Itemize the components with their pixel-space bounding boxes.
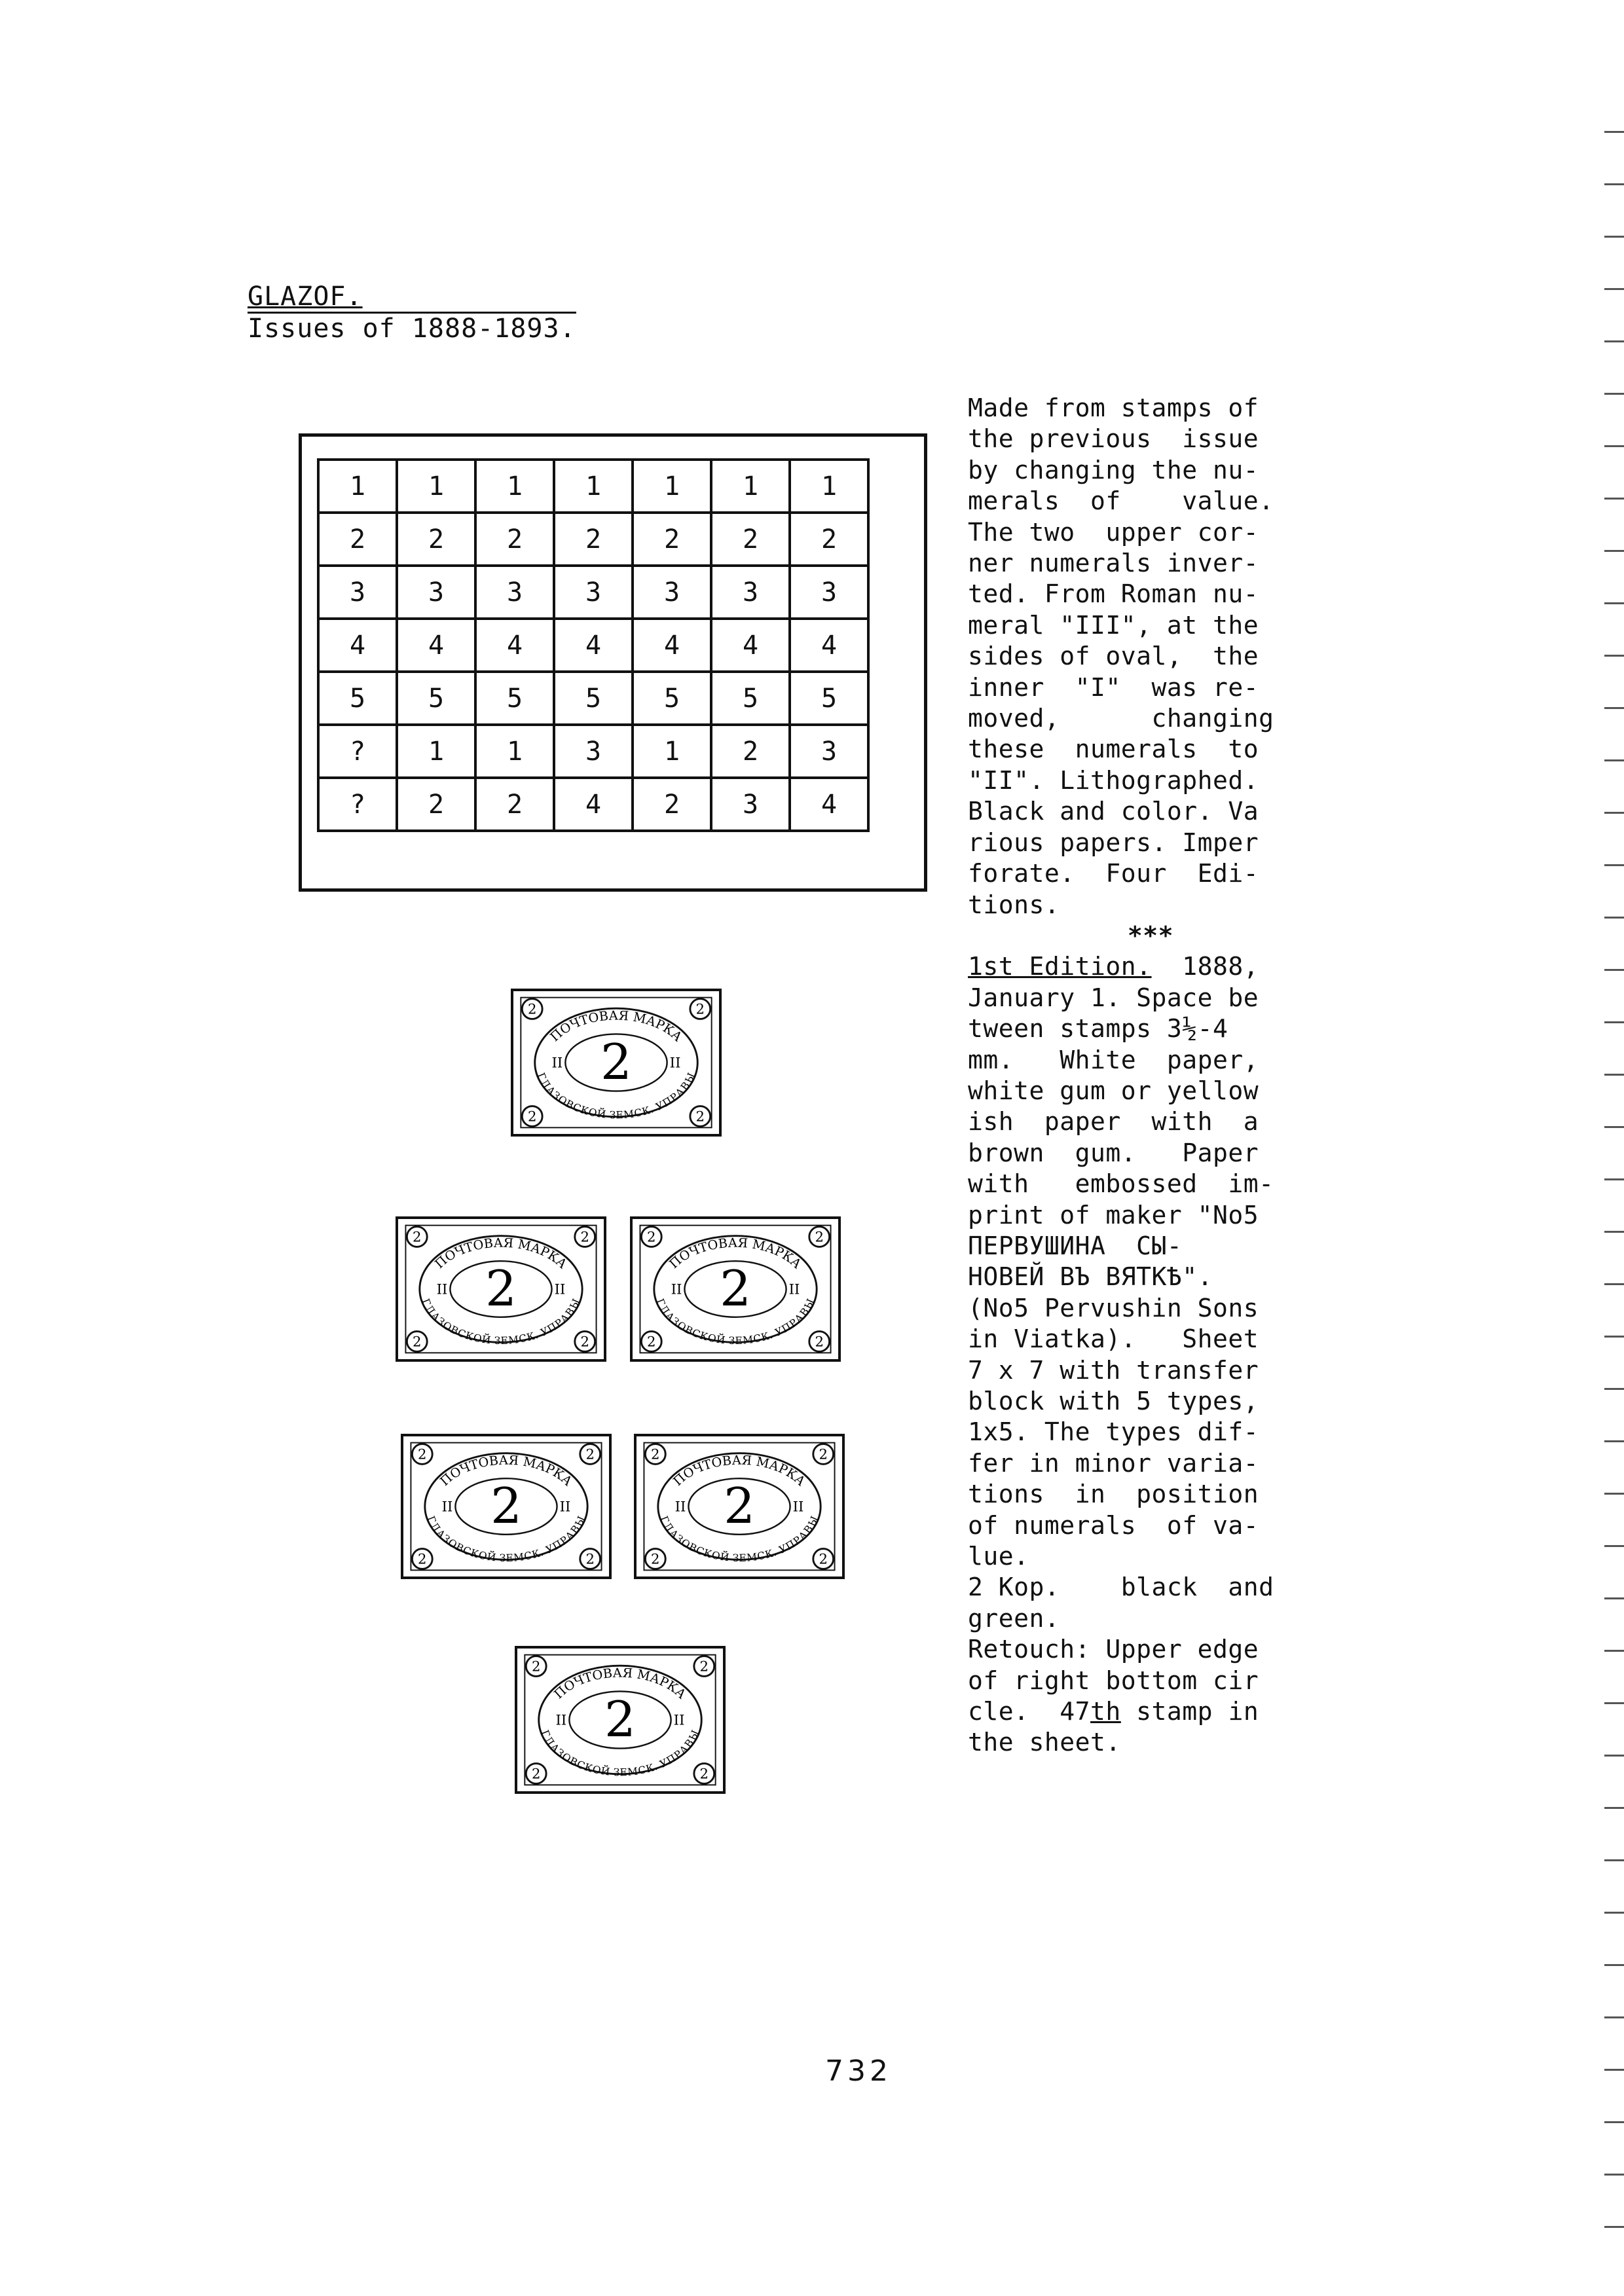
corner-numeral: 2 bbox=[418, 1550, 427, 1567]
grid-cell: 4 bbox=[397, 619, 475, 672]
corner-numeral: 2 bbox=[527, 1001, 537, 1018]
corner-numeral: 2 bbox=[699, 1658, 709, 1675]
side-mark: II bbox=[441, 1498, 453, 1515]
corner-numeral: 2 bbox=[580, 1228, 589, 1245]
grid-row bbox=[318, 778, 868, 831]
stamp-bottom-inscription: ГЛАЗОВСКОЙ ЗЕМСК. УПРАВЫ bbox=[534, 1070, 698, 1121]
grid-cell: 2 bbox=[318, 513, 397, 566]
description-column bbox=[968, 393, 1333, 1758]
edge-tick bbox=[1604, 1545, 1624, 1547]
grid-cell: 3 bbox=[633, 566, 711, 619]
grid-cell: 4 bbox=[554, 778, 633, 831]
grid-cell: 3 bbox=[711, 778, 790, 831]
grid-cell: 5 bbox=[633, 672, 711, 725]
side-mark: II bbox=[436, 1281, 448, 1298]
edge-tick bbox=[1604, 1283, 1624, 1285]
edge-tick bbox=[1604, 2016, 1624, 2018]
edge-tick bbox=[1604, 2121, 1624, 2123]
edge-tick bbox=[1604, 1912, 1624, 1914]
edge-tick bbox=[1604, 131, 1624, 133]
corner-numeral: 2 bbox=[819, 1446, 828, 1463]
stamp-bottom-inscription: ГЛАЗОВСКОЙ ЗЕМСК. УПРАВЫ bbox=[538, 1728, 702, 1779]
stamp-top-inscription: ПОЧТОВАЯ МАРКА bbox=[547, 1008, 686, 1045]
edge-tick bbox=[1604, 236, 1624, 238]
corner-numeral: 2 bbox=[585, 1550, 595, 1567]
grid-cell: 5 bbox=[554, 672, 633, 725]
edge-tick bbox=[1604, 1336, 1624, 1338]
grid-cell: 2 bbox=[790, 513, 868, 566]
stamp-bottom-inscription: ГЛАЗОВСКОЙ ЗЕМСК. УПРАВЫ bbox=[424, 1514, 588, 1565]
stamp-image bbox=[396, 1216, 606, 1362]
text-line: ПЕРВУШИНА СЫ- bbox=[968, 1231, 1183, 1260]
edition-paragraph bbox=[968, 983, 1333, 1728]
grid-cell: 3 bbox=[554, 725, 633, 778]
edge-tick bbox=[1604, 1755, 1624, 1757]
text-line: inner "I" was re- bbox=[968, 672, 1259, 702]
grid-cell: 5 bbox=[318, 672, 397, 725]
grid-cell: 3 bbox=[790, 725, 868, 778]
grid-cell: 4 bbox=[790, 778, 868, 831]
text-line: Black and color. Va bbox=[968, 797, 1259, 826]
grid-cell: 1 bbox=[397, 725, 475, 778]
stamp-image bbox=[634, 1434, 845, 1579]
text-line: "II". Lithographed. bbox=[968, 765, 1259, 795]
grid-cell: 1 bbox=[475, 460, 554, 513]
corner-numeral: 2 bbox=[695, 1001, 705, 1018]
separator-stars: *** bbox=[1127, 920, 1174, 950]
edge-tick bbox=[1604, 1021, 1624, 1023]
grid-cell: 3 bbox=[790, 566, 868, 619]
grid-cell: 5 bbox=[711, 672, 790, 725]
corner-numeral: 2 bbox=[815, 1228, 824, 1245]
grid-cell: 4 bbox=[711, 619, 790, 672]
grid-cell: 2 bbox=[475, 513, 554, 566]
text-line: sides of oval, the bbox=[968, 642, 1259, 671]
grid-cell: 5 bbox=[790, 672, 868, 725]
corner-numeral: 2 bbox=[585, 1446, 595, 1463]
text-line: Retouch: Upper edge bbox=[968, 1635, 1259, 1664]
text-line: НОВЕЙ ВЪ ВЯТКѢ". bbox=[968, 1262, 1213, 1292]
text-line: block with 5 types, bbox=[968, 1387, 1259, 1415]
stamp-value: 2 bbox=[600, 1033, 632, 1091]
stamp-drawing bbox=[637, 1436, 842, 1576]
edge-tick bbox=[1604, 1650, 1624, 1652]
stamp-image bbox=[401, 1434, 612, 1579]
text-line: of right bottom cir bbox=[968, 1666, 1259, 1695]
stamp-drawing bbox=[398, 1219, 604, 1359]
corner-numeral: 2 bbox=[647, 1333, 656, 1350]
corner-numeral: 2 bbox=[418, 1446, 427, 1463]
grid-cell: 5 bbox=[397, 672, 475, 725]
stamp-image bbox=[511, 989, 722, 1137]
edge-tick bbox=[1604, 1702, 1624, 1704]
stamp-value: 2 bbox=[490, 1477, 522, 1535]
corner-numeral: 2 bbox=[531, 1766, 541, 1783]
grid-row bbox=[318, 725, 868, 778]
text-line: moved, changing bbox=[968, 704, 1274, 733]
text-line: Made from stamps of bbox=[968, 393, 1259, 422]
stamp-drawing bbox=[517, 1649, 723, 1791]
edge-tick bbox=[1604, 1126, 1624, 1128]
grid-cell: 3 bbox=[475, 566, 554, 619]
grid-cell: 1 bbox=[475, 725, 554, 778]
corner-numeral: 2 bbox=[647, 1228, 656, 1245]
stamp-top-inscription: ПОЧТОВАЯ МАРКА bbox=[666, 1235, 805, 1272]
edge-tick bbox=[1604, 550, 1624, 552]
edge-tick bbox=[1604, 655, 1624, 657]
grid-cell: 2 bbox=[711, 725, 790, 778]
corner-numeral: 2 bbox=[531, 1658, 541, 1675]
stamp-drawing bbox=[403, 1436, 609, 1576]
text-line: meral "III", at the bbox=[968, 610, 1259, 640]
grid-cell: 4 bbox=[318, 619, 397, 672]
stamp-bottom-inscription: ГЛАЗОВСКОЙ ЗЕМСК. УПРАВЫ bbox=[657, 1514, 821, 1565]
edge-tick bbox=[1604, 812, 1624, 814]
side-mark: II bbox=[559, 1498, 571, 1515]
edge-tick bbox=[1604, 759, 1624, 761]
edge-tick bbox=[1604, 864, 1624, 866]
corner-numeral: 2 bbox=[527, 1108, 537, 1125]
side-mark: II bbox=[674, 1498, 686, 1515]
edge-tick bbox=[1604, 917, 1624, 919]
stamp-in-text: stamp in bbox=[1120, 1697, 1259, 1726]
text-line: mm. White paper, bbox=[968, 1045, 1259, 1074]
edge-tick bbox=[1604, 445, 1624, 447]
text-line: tions in position bbox=[968, 1480, 1259, 1509]
grid-cell: 3 bbox=[554, 566, 633, 619]
corner-numeral: 2 bbox=[815, 1333, 824, 1350]
edge-tick bbox=[1604, 1859, 1624, 1861]
edge-tick bbox=[1604, 183, 1624, 185]
edge-tick bbox=[1604, 969, 1624, 971]
grid-cell: 1 bbox=[397, 460, 475, 513]
text-line: 2 Kop. black and bbox=[968, 1573, 1274, 1602]
text-line: the previous issue bbox=[968, 424, 1259, 454]
side-mark: II bbox=[788, 1281, 800, 1298]
edge-tick bbox=[1604, 1231, 1624, 1233]
grid-cell: 2 bbox=[475, 778, 554, 831]
text-line: tween stamps 3½-4 bbox=[968, 1014, 1228, 1044]
side-mark: II bbox=[671, 1281, 682, 1298]
stamp-bottom-inscription: ГЛАЗОВСКОЙ ЗЕМСК. УПРАВЫ bbox=[419, 1297, 583, 1347]
grid-cell: 2 bbox=[633, 778, 711, 831]
grid-cell: 3 bbox=[711, 566, 790, 619]
edge-tick bbox=[1604, 2226, 1624, 2228]
edge-tick bbox=[1604, 602, 1624, 604]
final-line: the sheet. bbox=[968, 1728, 1121, 1757]
grid-cell: 2 bbox=[633, 513, 711, 566]
subtitle: Issues of 1888-1893. bbox=[248, 312, 576, 344]
text-line: with embossed im- bbox=[968, 1169, 1274, 1199]
text-line: merals of value. bbox=[968, 486, 1274, 516]
grid-cell: 4 bbox=[790, 619, 868, 672]
side-mark: II bbox=[551, 1055, 563, 1072]
grid-cell: 1 bbox=[554, 460, 633, 513]
grid-row bbox=[318, 672, 868, 725]
text-line: these numerals to bbox=[968, 735, 1259, 764]
stamp-bottom-inscription: ГЛАЗОВСКОЙ ЗЕМСК. УПРАВЫ bbox=[654, 1297, 817, 1347]
text-line: 7 x 7 with transfer bbox=[968, 1355, 1259, 1385]
corner-numeral: 2 bbox=[413, 1228, 422, 1245]
stamp-drawing bbox=[633, 1219, 838, 1359]
edition-year: 1888, bbox=[1151, 952, 1259, 981]
edge-tick bbox=[1604, 1388, 1624, 1390]
grid-cell: 4 bbox=[633, 619, 711, 672]
grid-cell: 4 bbox=[475, 619, 554, 672]
stamp-value: 2 bbox=[604, 1690, 636, 1749]
edition-heading-line bbox=[968, 951, 1333, 982]
text-line: print of maker "No5 bbox=[968, 1200, 1259, 1230]
text-line: by changing the nu- bbox=[968, 455, 1259, 484]
text-line: ish paper with a bbox=[968, 1107, 1259, 1137]
stamp-image bbox=[515, 1646, 726, 1794]
edge-tick bbox=[1604, 1440, 1624, 1442]
edge-tick bbox=[1604, 1178, 1624, 1180]
side-mark: II bbox=[554, 1281, 566, 1298]
page-number: 732 bbox=[825, 2054, 892, 2088]
edge-tick bbox=[1604, 288, 1624, 290]
text-line: The two upper cor- bbox=[968, 517, 1259, 547]
side-mark: II bbox=[792, 1498, 804, 1515]
text-line: rious papers. Imper bbox=[968, 828, 1259, 857]
text-line: fer in minor varia- bbox=[968, 1448, 1259, 1478]
edge-tick bbox=[1604, 1807, 1624, 1809]
side-mark: II bbox=[555, 1712, 567, 1729]
grid-cell: ? bbox=[318, 778, 397, 831]
grid-cell: 4 bbox=[554, 619, 633, 672]
text-line: brown gum. Paper bbox=[968, 1138, 1259, 1167]
stamp-value: 2 bbox=[485, 1260, 517, 1318]
stamp-value: 2 bbox=[724, 1477, 755, 1535]
grid-cell: 5 bbox=[475, 672, 554, 725]
grid-cell: 2 bbox=[397, 778, 475, 831]
grid-row bbox=[318, 566, 868, 619]
corner-numeral: 2 bbox=[651, 1550, 660, 1567]
grid-cell: 2 bbox=[397, 513, 475, 566]
text-line: forate. Four Edi- bbox=[968, 859, 1259, 888]
stamp-top-inscription: ПОЧТОВАЯ МАРКА bbox=[437, 1452, 576, 1489]
stamp-value: 2 bbox=[720, 1260, 751, 1318]
title: GLAZOF. bbox=[248, 282, 363, 312]
text-line: green. bbox=[968, 1603, 1060, 1633]
text-line: ted. From Roman nu- bbox=[968, 579, 1259, 609]
grid-row bbox=[318, 460, 868, 513]
page-heading bbox=[248, 282, 576, 344]
stamp-top-inscription: ПОЧТОВАЯ МАРКА bbox=[670, 1452, 809, 1489]
text-line: cle. 47th stamp in bbox=[968, 1697, 1259, 1726]
grid-cell: 2 bbox=[554, 513, 633, 566]
grid-cell: 1 bbox=[790, 460, 868, 513]
text-line: white gum or yellow bbox=[968, 1076, 1259, 1105]
edge-tick bbox=[1604, 498, 1624, 500]
intro-paragraph bbox=[968, 393, 1333, 920]
grid-cell: 3 bbox=[397, 566, 475, 619]
grid-cell: 1 bbox=[711, 460, 790, 513]
stamp-top-inscription: ПОЧТОВАЯ МАРКА bbox=[432, 1235, 570, 1272]
stamp-top-inscription: ПОЧТОВАЯ МАРКА bbox=[551, 1665, 690, 1702]
corner-numeral: 2 bbox=[580, 1333, 589, 1350]
grid-row bbox=[318, 619, 868, 672]
grid-cell: 1 bbox=[633, 725, 711, 778]
edition-label: 1st Edition. bbox=[968, 952, 1152, 981]
grid-cell: 2 bbox=[711, 513, 790, 566]
grid-row bbox=[318, 513, 868, 566]
edge-tick bbox=[1604, 340, 1624, 342]
corner-numeral: 2 bbox=[651, 1446, 660, 1463]
text-line: 1x5. The types dif- bbox=[968, 1417, 1259, 1447]
text-line: of numerals of va- bbox=[968, 1510, 1259, 1540]
stamp-image bbox=[630, 1216, 841, 1362]
text-line: tions. bbox=[968, 890, 1060, 919]
text-line: (No5 Pervushin Sons bbox=[968, 1293, 1259, 1322]
side-mark: II bbox=[669, 1055, 681, 1072]
edge-tick bbox=[1604, 707, 1624, 709]
ordinal-suffix: th bbox=[1090, 1697, 1121, 1726]
type-grid-table bbox=[317, 458, 870, 832]
corner-numeral: 2 bbox=[819, 1550, 828, 1567]
text-line: ner numerals inver- bbox=[968, 549, 1259, 578]
edge-tick bbox=[1604, 393, 1624, 395]
edge-tick bbox=[1604, 1964, 1624, 1966]
text-line: January 1. Space be bbox=[968, 983, 1259, 1012]
edge-tick bbox=[1604, 2174, 1624, 2176]
text-line: lue. bbox=[968, 1542, 1029, 1571]
stamp-drawing bbox=[513, 991, 719, 1134]
edge-tick bbox=[1604, 1493, 1624, 1495]
corner-numeral: 2 bbox=[699, 1766, 709, 1783]
grid-cell: 1 bbox=[318, 460, 397, 513]
edge-tick bbox=[1604, 2069, 1624, 2071]
edge-tick bbox=[1604, 1074, 1624, 1076]
grid-cell: 3 bbox=[318, 566, 397, 619]
corner-numeral: 2 bbox=[695, 1108, 705, 1125]
grid-cell: ? bbox=[318, 725, 397, 778]
side-mark: II bbox=[673, 1712, 685, 1729]
edge-tick bbox=[1604, 1597, 1624, 1599]
text-line: in Viatka). Sheet bbox=[968, 1324, 1259, 1354]
grid-cell: 1 bbox=[633, 460, 711, 513]
corner-numeral: 2 bbox=[413, 1333, 422, 1350]
